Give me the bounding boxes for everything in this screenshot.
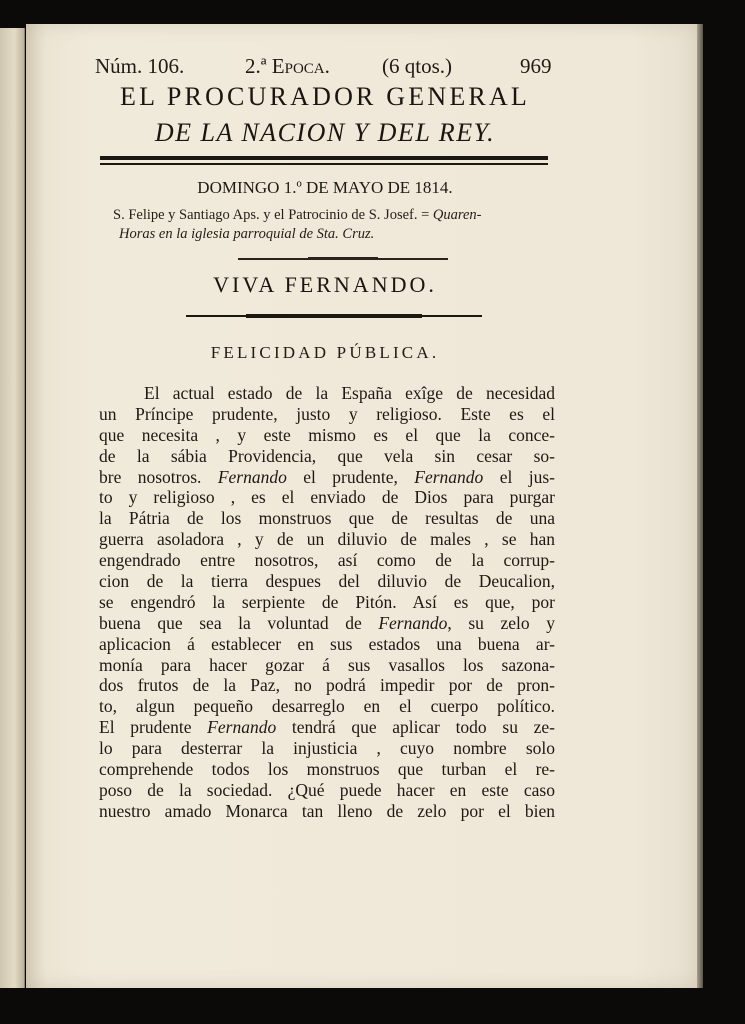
- italic-name: Fernando: [217, 466, 287, 487]
- body-text-run: nuestro amado Monarca tan lleno de zelo por el bien: [99, 800, 555, 821]
- body-text-run: buena que sea la voluntad de: [99, 612, 379, 633]
- section-title: FELICIDAD PÚBLICA.: [210, 343, 440, 362]
- body-line: [99, 467, 555, 488]
- body-text-run: de la sábia Providencia, que vela sin cesar so-: [99, 445, 555, 466]
- body-line: [99, 571, 555, 592]
- body-line: [99, 634, 555, 655]
- body-line: [99, 508, 555, 529]
- page-number: 969: [520, 54, 552, 78]
- body-text-run: El prudente: [99, 717, 208, 738]
- body-line: [99, 801, 555, 822]
- body-line: [99, 738, 555, 759]
- page-shadow-edge: [697, 24, 703, 988]
- body-line: [99, 383, 555, 404]
- issue-date: DOMINGO 1.º DE MAYO DE 1814.: [197, 178, 453, 197]
- saints-line1-italic: Quaren-: [432, 207, 482, 223]
- body-line: [99, 675, 555, 696]
- body-line: [99, 529, 555, 550]
- issue-quarters: (6 qtos.): [382, 54, 452, 78]
- body-line: [99, 613, 555, 634]
- body-text-run: comprehende todos los monstruos que turban el re-: [99, 759, 555, 780]
- masthead-rule-thin: [100, 163, 548, 165]
- body-text-run: dos frutos de la Paz, no podrá impedir por de pron-: [99, 675, 555, 696]
- body-text-run: guerra asoladora , y de un diluvio de males , se han: [99, 529, 555, 550]
- body-line: [99, 592, 555, 613]
- previous-page-edge: [0, 28, 25, 988]
- body-text-run: monía para hacer gozar á sus vasallos los sazona-: [99, 654, 555, 675]
- body-line: [99, 446, 555, 467]
- body-text-run: tendrá que aplicar todo su ze-: [276, 717, 555, 738]
- article-body: [99, 383, 555, 822]
- masthead-subtitle: DE LA NACION Y DEL REY.: [154, 118, 496, 147]
- body-text-run: que necesita , y este mismo es el que la conce-: [99, 424, 555, 445]
- italic-name: Fernando: [378, 612, 448, 633]
- body-text-run: engendrado entre nosotros, así como de la corrup-: [99, 550, 555, 571]
- body-line: [99, 655, 555, 676]
- body-text-run: to, algun pequeño desarreglo en el cuerpo político.: [99, 696, 555, 717]
- body-text-run: el jus-: [483, 466, 555, 487]
- body-text-run: la Pátria de los monstruos que de resultas de una: [99, 508, 555, 529]
- body-line: [99, 759, 555, 780]
- body-line: [99, 696, 555, 717]
- body-text-run: El actual estado de la España exîge de necesidad: [144, 383, 555, 403]
- body-text-run: , su zelo y: [447, 612, 555, 633]
- italic-name: Fernando: [414, 466, 484, 487]
- ornamental-rule-small: [238, 258, 448, 260]
- issue-epoch: 2.ª Epoca.: [245, 54, 330, 78]
- masthead-rule-thick: [100, 156, 548, 160]
- body-line: [99, 780, 555, 801]
- body-text-run: el prudente,: [286, 466, 415, 487]
- body-text-run: un Príncipe prudente, justo y religioso. Este es el: [99, 403, 555, 424]
- viva-fernando-heading: VIVA FERNANDO.: [213, 272, 437, 297]
- body-text-run: poso de la sociedad. ¿Qué puede hacer en este caso: [99, 779, 555, 800]
- italic-name: Fernando: [207, 717, 277, 738]
- body-text-run: bre nosotros.: [99, 466, 218, 487]
- saints-of-the-day: [113, 206, 573, 244]
- saints-line2: Horas en la iglesia parroquial de Sta. Cruz.: [119, 226, 375, 242]
- saints-line1-roman: S. Felipe y Santiago Aps. y el Patrocinio de S. Josef. =: [113, 207, 433, 223]
- ornamental-rule-medium: [186, 315, 482, 317]
- body-line: [99, 404, 555, 425]
- body-line: [99, 717, 555, 738]
- body-text-run: to y religioso , es el enviado de Dios para purgar: [99, 487, 555, 508]
- body-text-run: aplicacion á establecer en sus estados una buena ar-: [99, 633, 555, 654]
- body-text-run: lo para desterrar la injusticia , cuyo nombre solo: [99, 738, 555, 759]
- body-text-run: cion de la tierra despues del diluvio de Deucalion,: [99, 571, 555, 592]
- body-text-run: se engendró la serpiente de Pitón. Así es que, por: [99, 591, 555, 612]
- body-line: [99, 550, 555, 571]
- issue-number: Núm. 106.: [95, 54, 185, 78]
- issue-header: [95, 54, 557, 80]
- body-line: [99, 487, 555, 508]
- body-line: [99, 425, 555, 446]
- masthead-title: EL PROCURADOR GENERAL: [119, 82, 531, 111]
